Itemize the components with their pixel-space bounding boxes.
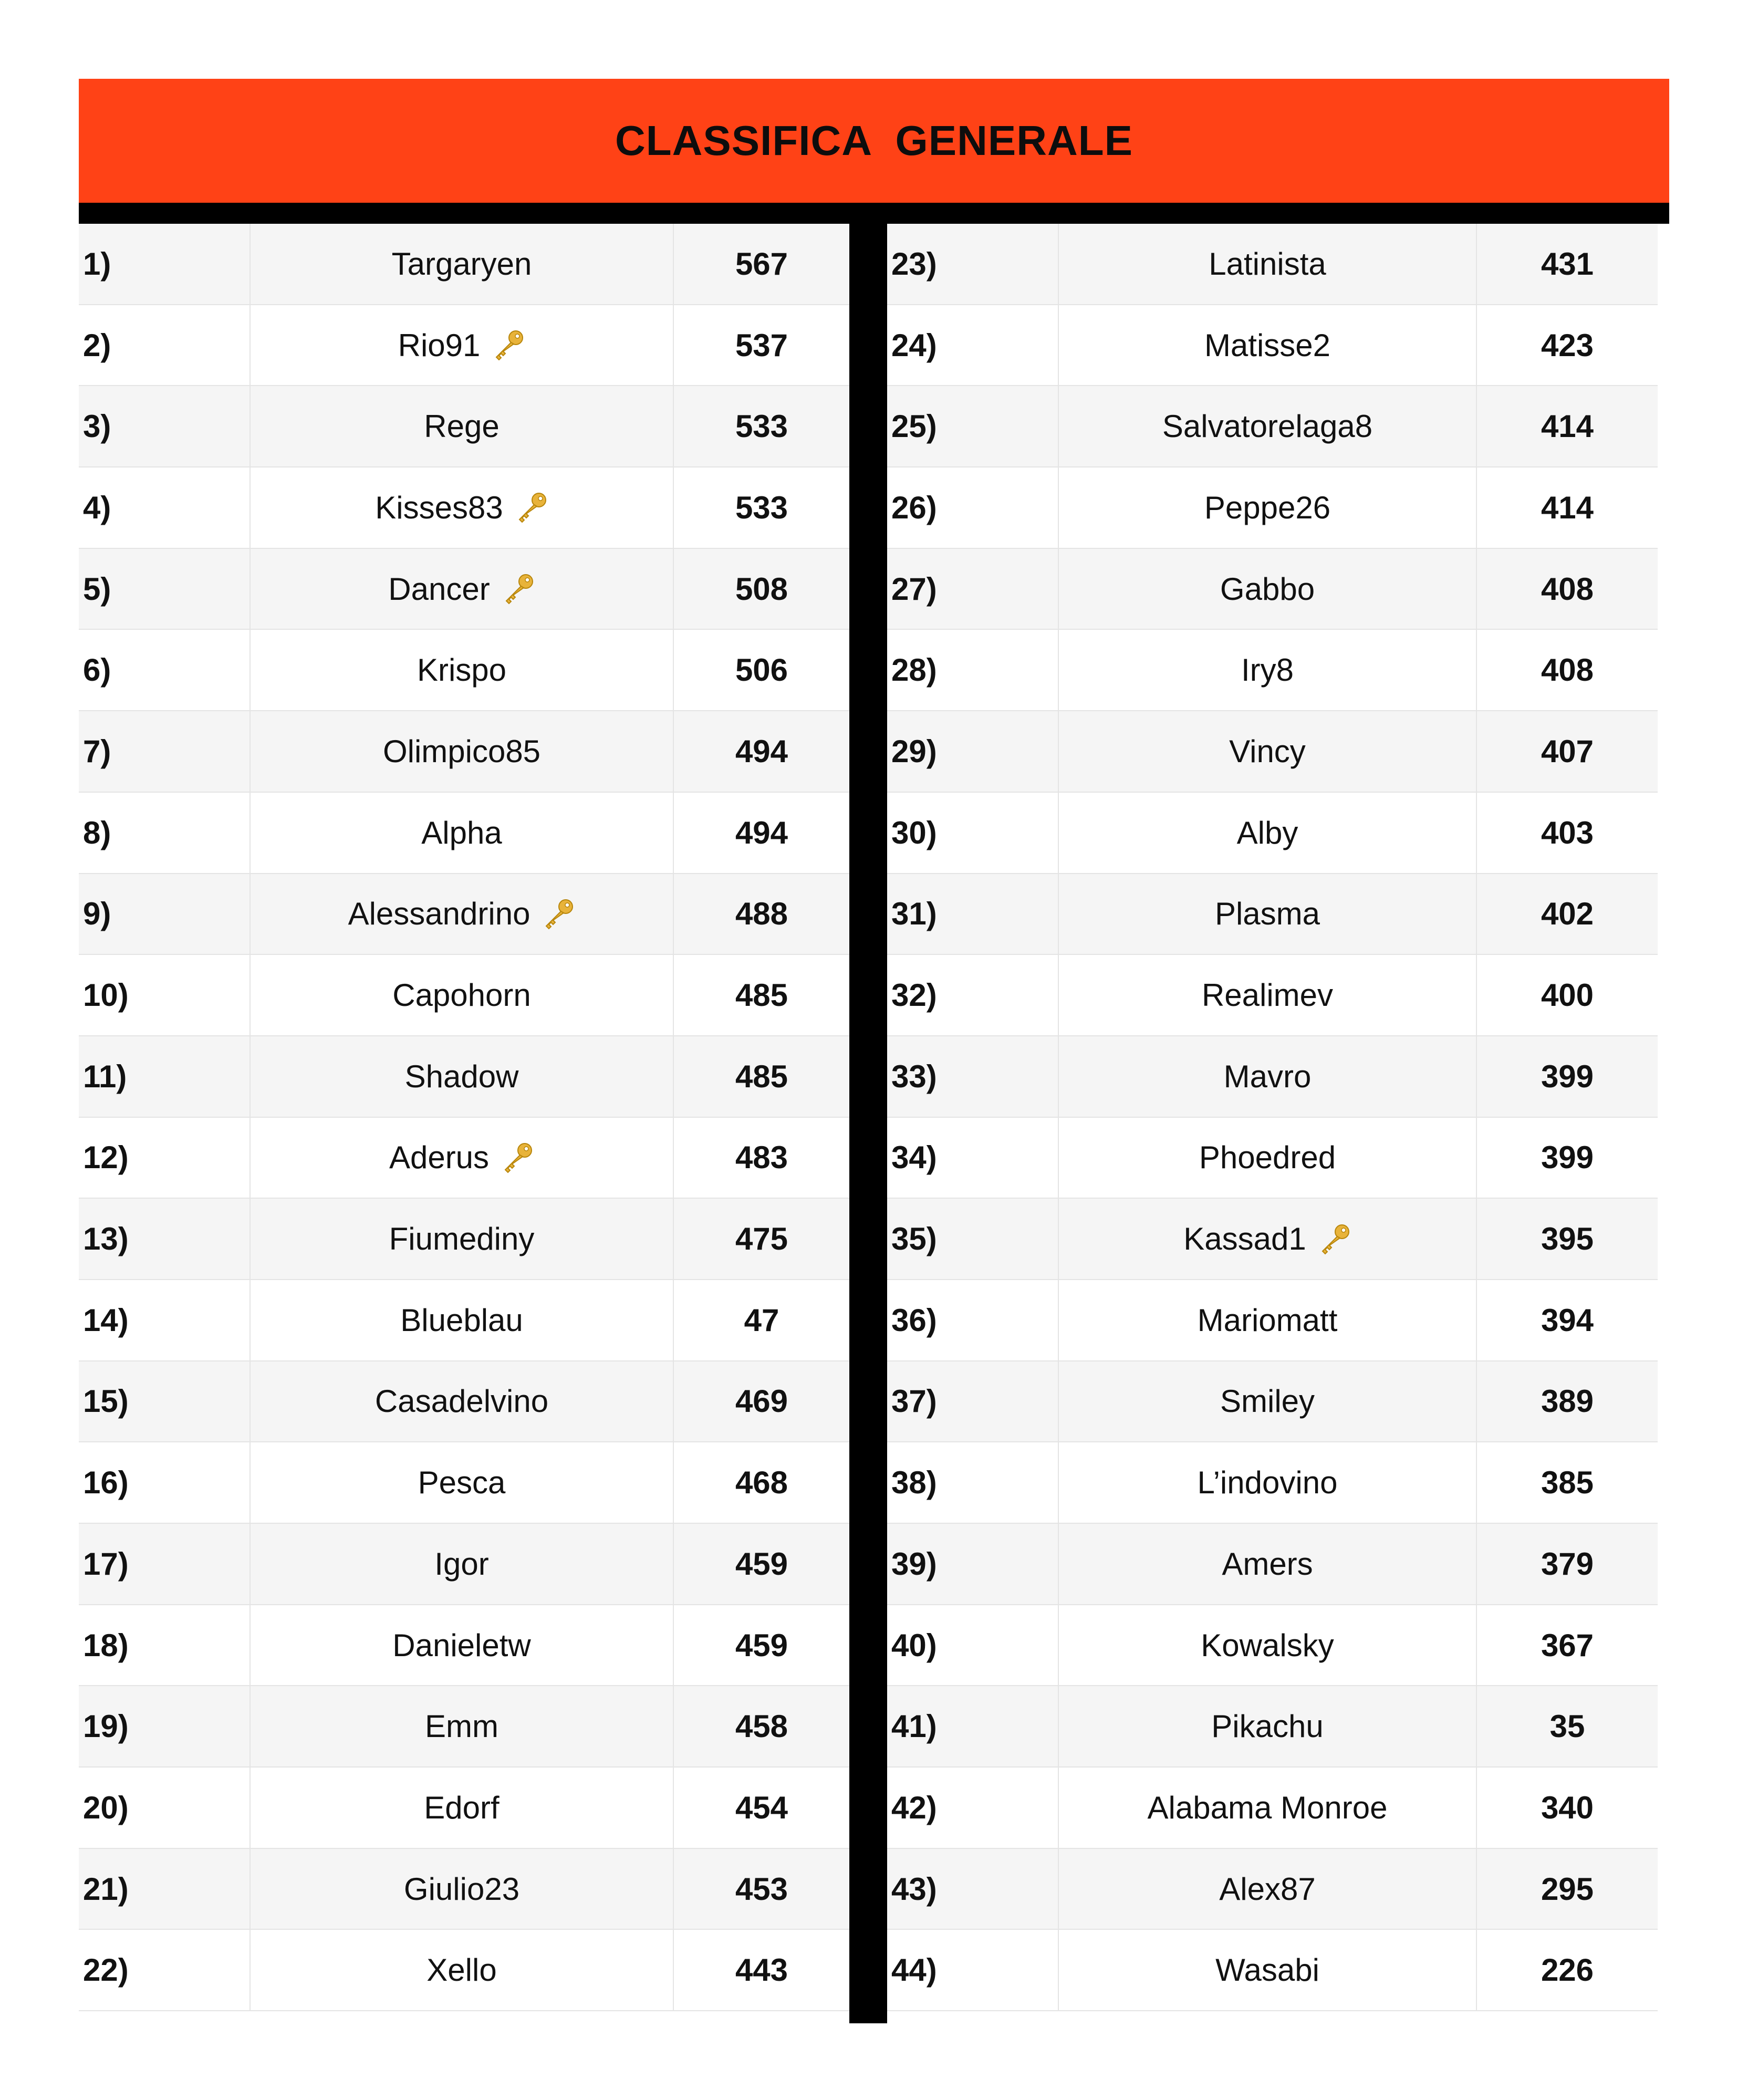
score-cell: 402 [1541, 896, 1594, 932]
player-name-cell [251, 630, 674, 710]
player-name-cell [251, 305, 674, 386]
player-name: Wasabi [1215, 1952, 1319, 1988]
player-name: Giulio23 [403, 1871, 520, 1907]
score-cell: 567 [735, 246, 788, 282]
player-name: Vincy [1229, 733, 1306, 769]
player-name: Shadow [404, 1058, 519, 1094]
title-divider [79, 203, 1669, 224]
player-name-cell [251, 1442, 674, 1523]
key-icon [542, 897, 575, 931]
player-name-cell [251, 1280, 674, 1360]
rank-cell: 43) [887, 1849, 1059, 1929]
score-cell: 414 [1541, 490, 1594, 525]
player-name: Alpha [421, 815, 502, 850]
score-cell: 458 [735, 1709, 788, 1744]
player-name: Realimev [1201, 978, 1334, 1013]
table-row [79, 1361, 849, 1443]
player-name-cell [1059, 1199, 1477, 1279]
rank-cell: 35) [887, 1199, 1059, 1279]
player-name-cell [251, 1361, 674, 1442]
player-name-cell [251, 1524, 674, 1604]
player-name: Mariomatt [1197, 1302, 1338, 1338]
rank-cell: 40) [887, 1605, 1059, 1686]
table-row [887, 711, 1658, 793]
player-name-cell [1059, 1280, 1477, 1360]
score-cell: 485 [735, 1058, 788, 1094]
player-name-cell [1059, 1605, 1477, 1686]
rank-cell: 44) [887, 1930, 1059, 2010]
player-name: Alex87 [1219, 1871, 1316, 1907]
rank-cell: 19) [79, 1686, 251, 1766]
rank-cell: 28) [887, 630, 1059, 710]
score-cell: 395 [1541, 1221, 1594, 1257]
table-row [79, 1930, 849, 2011]
score-cell: 468 [735, 1465, 788, 1501]
score-cell: 506 [735, 652, 788, 688]
score-cell: 394 [1541, 1302, 1594, 1338]
table-row [887, 224, 1658, 305]
key-icon [501, 1141, 534, 1174]
column-divider [849, 224, 887, 2023]
rank-cell: 39) [887, 1524, 1059, 1604]
player-name-cell [1059, 386, 1477, 466]
player-name: Pikachu [1211, 1709, 1324, 1744]
score-cell: 47 [744, 1302, 779, 1338]
player-name-cell [1059, 955, 1477, 1035]
player-name: Peppe26 [1204, 490, 1331, 525]
player-name: Blueblau [400, 1302, 523, 1338]
player-name: Rio91 [398, 327, 481, 363]
player-name: Iry8 [1241, 652, 1294, 688]
player-name: Igor [434, 1546, 489, 1582]
player-name: Alby [1236, 815, 1298, 850]
rank-cell: 33) [887, 1036, 1059, 1117]
score-cell: 389 [1541, 1384, 1594, 1419]
table-row [887, 467, 1658, 549]
player-name: Gabbo [1220, 571, 1315, 607]
rank-cell: 20) [79, 1768, 251, 1848]
standings-table-left [79, 224, 849, 2023]
player-name: Latinista [1209, 246, 1326, 282]
table-row [79, 1686, 849, 1768]
player-name-cell [251, 955, 674, 1035]
player-name-cell [251, 549, 674, 629]
player-name: Olimpico85 [382, 733, 541, 769]
table-row [79, 630, 849, 711]
player-name-cell [251, 1849, 674, 1929]
score-cell: 459 [735, 1546, 788, 1582]
table-row [887, 549, 1658, 630]
table-row [79, 1118, 849, 1199]
player-name: Aderus [389, 1140, 490, 1176]
player-name-cell [1059, 1036, 1477, 1117]
table-row [887, 386, 1658, 467]
score-cell: 407 [1541, 733, 1594, 769]
table-row [887, 955, 1658, 1036]
player-name: Kisses83 [375, 490, 503, 525]
rank-cell: 18) [79, 1605, 251, 1686]
rank-cell: 41) [887, 1686, 1059, 1766]
player-name: Phoedred [1199, 1140, 1336, 1176]
player-name: Alessandrino [348, 896, 530, 932]
table-row [887, 1768, 1658, 1849]
rank-cell: 5) [79, 549, 251, 629]
player-name-cell [251, 1930, 674, 2010]
player-name: Targaryen [391, 246, 532, 282]
player-name: Casadelvino [374, 1384, 549, 1419]
score-cell: 408 [1541, 652, 1594, 688]
table-row [79, 467, 849, 549]
player-name: Salvatorelaga8 [1162, 409, 1373, 444]
score-cell: 488 [735, 896, 788, 932]
rank-cell: 32) [887, 955, 1059, 1035]
player-name: Edorf [424, 1790, 500, 1825]
rank-cell: 34) [887, 1118, 1059, 1198]
rank-cell: 3) [79, 386, 251, 466]
rank-cell: 13) [79, 1199, 251, 1279]
standings-tables [79, 224, 1669, 2023]
player-name: Fiumediny [389, 1221, 535, 1257]
player-name: Mavro [1223, 1058, 1312, 1094]
rank-cell: 8) [79, 793, 251, 873]
player-name-cell [1059, 1768, 1477, 1848]
table-row [79, 549, 849, 630]
rank-cell: 27) [887, 549, 1059, 629]
table-row [79, 955, 849, 1036]
rank-cell: 12) [79, 1118, 251, 1198]
score-cell: 494 [735, 733, 788, 769]
score-cell: 399 [1541, 1058, 1594, 1094]
player-name-cell [1059, 1686, 1477, 1766]
player-name-cell [251, 224, 674, 304]
player-name-cell [1059, 1118, 1477, 1198]
player-name: Matisse2 [1204, 327, 1331, 363]
key-icon [515, 491, 548, 524]
rank-cell: 26) [887, 467, 1059, 548]
rank-cell: 9) [79, 874, 251, 954]
player-name-cell [1059, 711, 1477, 792]
rank-cell: 24) [887, 305, 1059, 386]
table-row [79, 1524, 849, 1605]
standings-sheet [79, 79, 1669, 2023]
key-icon [502, 572, 535, 606]
score-cell: 423 [1541, 327, 1594, 363]
table-row [887, 1686, 1658, 1768]
table-row [79, 1849, 849, 1930]
table-row [79, 874, 849, 955]
table-row [887, 630, 1658, 711]
score-cell: 485 [735, 978, 788, 1013]
player-name: Plasma [1214, 896, 1320, 932]
table-row [887, 1118, 1658, 1199]
rank-cell: 29) [887, 711, 1059, 792]
rank-cell: 25) [887, 386, 1059, 466]
score-cell: 483 [735, 1140, 788, 1176]
player-name-cell [251, 1118, 674, 1198]
rank-cell: 36) [887, 1280, 1059, 1360]
score-cell: 431 [1541, 246, 1594, 282]
score-cell: 226 [1541, 1952, 1594, 1988]
rank-cell: 23) [887, 224, 1059, 304]
player-name: Emm [425, 1709, 498, 1744]
player-name: Smiley [1220, 1384, 1315, 1419]
table-row [887, 1199, 1658, 1280]
standings-table-right [887, 224, 1658, 2023]
table-row [887, 1605, 1658, 1687]
player-name: L’indovino [1197, 1465, 1338, 1501]
key-icon [1318, 1222, 1351, 1256]
table-row [79, 224, 849, 305]
player-name-cell [1059, 467, 1477, 548]
player-name: Kassad1 [1183, 1221, 1306, 1257]
score-cell: 403 [1541, 815, 1594, 850]
player-name: Dancer [388, 571, 490, 607]
table-row [79, 1036, 849, 1118]
rank-cell: 17) [79, 1524, 251, 1604]
table-row [887, 1036, 1658, 1118]
score-cell: 367 [1541, 1627, 1594, 1663]
key-icon [492, 328, 525, 362]
player-name-cell [1059, 549, 1477, 629]
score-cell: 414 [1541, 409, 1594, 444]
player-name: Krispo [417, 652, 507, 688]
player-name-cell [1059, 1930, 1477, 2010]
table-row [887, 1849, 1658, 1930]
player-name-cell [251, 793, 674, 873]
player-name-cell [251, 874, 674, 954]
player-name: Alabama Monroe [1147, 1790, 1388, 1825]
rank-cell: 30) [887, 793, 1059, 873]
table-row [79, 1199, 849, 1280]
rank-cell: 11) [79, 1036, 251, 1117]
player-name: Xello [426, 1952, 497, 1988]
player-name-cell [1059, 1361, 1477, 1442]
rank-cell: 37) [887, 1361, 1059, 1442]
player-name: Rege [424, 409, 500, 444]
score-cell: 408 [1541, 571, 1594, 607]
table-row [79, 1280, 849, 1361]
rank-cell: 6) [79, 630, 251, 710]
score-cell: 533 [735, 409, 788, 444]
table-row [887, 1524, 1658, 1605]
player-name: Capohorn [392, 978, 531, 1013]
player-name-cell [1059, 874, 1477, 954]
table-row [887, 793, 1658, 874]
player-name-cell [251, 1768, 674, 1848]
score-cell: 494 [735, 815, 788, 850]
score-cell: 475 [735, 1221, 788, 1257]
rank-cell: 22) [79, 1930, 251, 2010]
player-name: Danieletw [392, 1627, 531, 1663]
score-cell: 400 [1541, 978, 1594, 1013]
score-cell: 399 [1541, 1140, 1594, 1176]
player-name-cell [1059, 630, 1477, 710]
rank-cell: 2) [79, 305, 251, 386]
rank-cell: 31) [887, 874, 1059, 954]
score-cell: 35 [1549, 1709, 1585, 1744]
title-banner [79, 79, 1669, 203]
score-cell: 459 [735, 1627, 788, 1663]
player-name-cell [251, 1199, 674, 1279]
score-cell: 537 [735, 327, 788, 363]
table-row [79, 1442, 849, 1524]
table-row [887, 874, 1658, 955]
table-row [887, 1280, 1658, 1361]
table-row [887, 305, 1658, 387]
player-name-cell [251, 1036, 674, 1117]
player-name-cell [1059, 1442, 1477, 1523]
rank-cell: 7) [79, 711, 251, 792]
player-name-cell [251, 711, 674, 792]
table-row [79, 305, 849, 387]
table-row [887, 1361, 1658, 1443]
page-title: CLASSIFICA GENERALE [615, 117, 1133, 164]
score-cell: 454 [735, 1790, 788, 1825]
player-name-cell [251, 386, 674, 466]
rank-cell: 15) [79, 1361, 251, 1442]
table-row [79, 386, 849, 467]
player-name-cell [1059, 1524, 1477, 1604]
rank-cell: 38) [887, 1442, 1059, 1523]
score-cell: 340 [1541, 1790, 1594, 1825]
rank-cell: 1) [79, 224, 251, 304]
table-row [79, 1605, 849, 1687]
rank-cell: 42) [887, 1768, 1059, 1848]
score-cell: 385 [1541, 1465, 1594, 1501]
score-cell: 453 [735, 1871, 788, 1907]
score-cell: 295 [1541, 1871, 1594, 1907]
score-cell: 508 [735, 571, 788, 607]
rank-cell: 21) [79, 1849, 251, 1929]
player-name: Kowalsky [1201, 1627, 1334, 1663]
player-name: Amers [1222, 1546, 1313, 1582]
table-row [79, 711, 849, 793]
table-row [887, 1930, 1658, 2011]
score-cell: 379 [1541, 1546, 1594, 1582]
rank-cell: 16) [79, 1442, 251, 1523]
player-name-cell [251, 467, 674, 548]
player-name-cell [251, 1686, 674, 1766]
table-row [79, 1768, 849, 1849]
player-name-cell [1059, 1849, 1477, 1929]
table-row [79, 793, 849, 874]
score-cell: 443 [735, 1952, 788, 1988]
player-name-cell [1059, 305, 1477, 386]
table-row [887, 1442, 1658, 1524]
rank-cell: 4) [79, 467, 251, 548]
player-name-cell [251, 1605, 674, 1686]
rank-cell: 14) [79, 1280, 251, 1360]
player-name: Pesca [418, 1465, 506, 1501]
score-cell: 469 [735, 1384, 788, 1419]
player-name-cell [1059, 224, 1477, 304]
player-name-cell [1059, 793, 1477, 873]
rank-cell: 10) [79, 955, 251, 1035]
score-cell: 533 [735, 490, 788, 525]
